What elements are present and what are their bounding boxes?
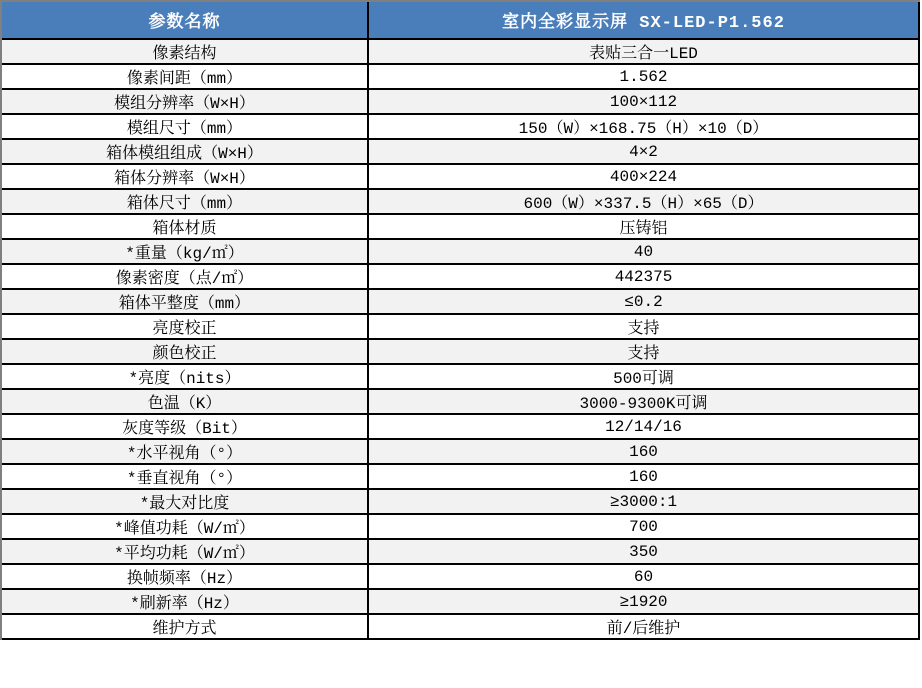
header-row <box>2 2 919 39</box>
spec-label-cell: 亮度校正 <box>2 314 368 339</box>
spec-label-cell: *重量（kg/㎡） <box>2 239 368 264</box>
spec-value-cell: 600（W）×337.5（H）×65（D） <box>368 189 919 214</box>
spec-row <box>2 164 919 189</box>
spec-row <box>2 289 919 314</box>
spec-row <box>2 414 919 439</box>
spec-label-cell: *亮度（nits） <box>2 364 368 389</box>
spec-value-cell: 442375 <box>368 264 919 289</box>
spec-label-cell: 灰度等级（Bit） <box>2 414 368 439</box>
spec-label-cell: 箱体材质 <box>2 214 368 239</box>
spec-value-cell: 100×112 <box>368 89 919 114</box>
spec-row <box>2 489 919 514</box>
spec-table-header <box>2 2 919 39</box>
spec-label-cell: 颜色校正 <box>2 339 368 364</box>
spec-value-cell: ≤0.2 <box>368 289 919 314</box>
product-name-header: 室内全彩显示屏 SX-LED-P1.562 <box>368 2 919 39</box>
spec-row <box>2 314 919 339</box>
spec-label-cell: 箱体平整度（mm） <box>2 289 368 314</box>
spec-value-cell: 160 <box>368 464 919 489</box>
spec-value-cell: 4×2 <box>368 139 919 164</box>
spec-value-cell: 160 <box>368 439 919 464</box>
spec-value-cell: 1.562 <box>368 64 919 89</box>
spec-row <box>2 589 919 614</box>
spec-value-cell: 12/14/16 <box>368 414 919 439</box>
spec-row <box>2 539 919 564</box>
spec-row <box>2 239 919 264</box>
spec-label-cell: 色温（K） <box>2 389 368 414</box>
spec-label-cell: 箱体模组组成（W×H） <box>2 139 368 164</box>
spec-label-cell: 模组分辨率（W×H） <box>2 89 368 114</box>
spec-label-cell: 像素间距（mm） <box>2 64 368 89</box>
spec-label-cell: *刷新率（Hz） <box>2 589 368 614</box>
spec-row <box>2 39 919 64</box>
spec-value-cell: 500可调 <box>368 364 919 389</box>
spec-table-body <box>2 39 919 639</box>
spec-value-cell: 400×224 <box>368 164 919 189</box>
spec-label-cell: 维护方式 <box>2 614 368 639</box>
spec-label-cell: 箱体分辨率（W×H） <box>2 164 368 189</box>
spec-label-cell: *峰值功耗（W/㎡） <box>2 514 368 539</box>
spec-row <box>2 564 919 589</box>
spec-row <box>2 464 919 489</box>
spec-row <box>2 114 919 139</box>
spec-value-cell: 表贴三合一LED <box>368 39 919 64</box>
spec-row <box>2 614 919 639</box>
spec-label-cell: 换帧频率（Hz） <box>2 564 368 589</box>
spec-value-cell: 压铸铝 <box>368 214 919 239</box>
spec-label-cell: *最大对比度 <box>2 489 368 514</box>
spec-row <box>2 214 919 239</box>
param-name-header: 参数名称 <box>2 2 368 39</box>
spec-row <box>2 189 919 214</box>
spec-value-cell: ≥3000:1 <box>368 489 919 514</box>
spec-label-cell: 模组尺寸（mm） <box>2 114 368 139</box>
spec-value-cell: 350 <box>368 539 919 564</box>
spec-value-cell: 60 <box>368 564 919 589</box>
spec-row <box>2 439 919 464</box>
spec-label-cell: 箱体尺寸（mm） <box>2 189 368 214</box>
spec-row <box>2 89 919 114</box>
led-spec-table <box>2 2 920 640</box>
spec-row <box>2 389 919 414</box>
spec-row <box>2 339 919 364</box>
spec-label-cell: *垂直视角（°） <box>2 464 368 489</box>
spec-value-cell: 3000-9300K可调 <box>368 389 919 414</box>
spec-row <box>2 64 919 89</box>
spec-label-cell: 像素结构 <box>2 39 368 64</box>
spec-value-cell: 700 <box>368 514 919 539</box>
spec-value-cell: 150（W）×168.75（H）×10（D） <box>368 114 919 139</box>
spec-label-cell: 像素密度（点/㎡） <box>2 264 368 289</box>
spec-value-cell: 前/后维护 <box>368 614 919 639</box>
spec-value-cell: ≥1920 <box>368 589 919 614</box>
spec-row <box>2 514 919 539</box>
spec-row <box>2 364 919 389</box>
spec-label-cell: *水平视角（°） <box>2 439 368 464</box>
spec-value-cell: 40 <box>368 239 919 264</box>
spec-row <box>2 139 919 164</box>
spec-value-cell: 支持 <box>368 314 919 339</box>
spec-value-cell: 支持 <box>368 339 919 364</box>
spec-row <box>2 264 919 289</box>
spec-label-cell: *平均功耗（W/㎡） <box>2 539 368 564</box>
